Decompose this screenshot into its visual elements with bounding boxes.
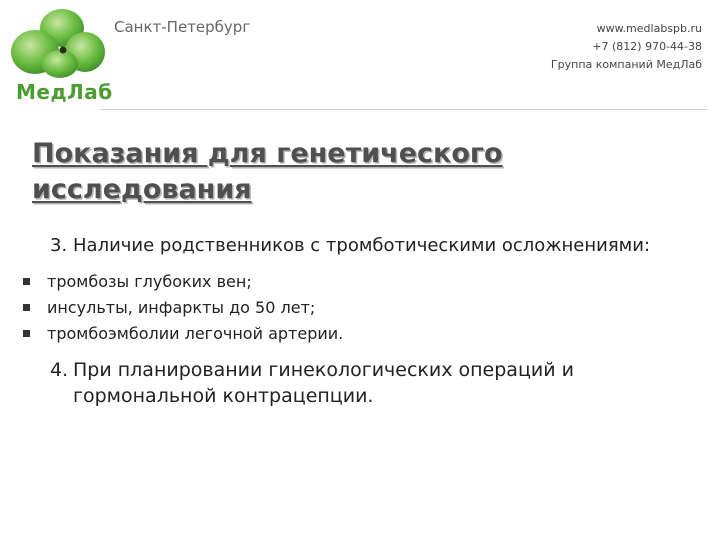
- clover-logo-icon: [8, 6, 108, 84]
- website-link[interactable]: www.medlabspb.ru: [596, 22, 702, 35]
- sub-list-item: тромбозы глубоких вен;: [22, 269, 700, 295]
- square-bullet-icon: [23, 330, 30, 337]
- item-text: Наличие родственников с тромботическими осложнениями:: [73, 235, 651, 256]
- square-bullet-icon: [23, 304, 30, 311]
- item-text: При планировании гинекологических операций и гормональной контрацепции.: [73, 359, 574, 407]
- list-item-3: [50, 233, 700, 259]
- header-divider: [100, 109, 708, 110]
- slide-title: Показания для генетического исследования: [32, 138, 503, 205]
- item-number: 4.: [50, 359, 69, 381]
- contact-block: [551, 20, 702, 74]
- company-group: Группа компаний МедЛаб: [550, 58, 702, 71]
- city-label: Санкт-Петербург: [114, 18, 251, 36]
- slide-header: [0, 0, 720, 112]
- square-bullet-icon: [23, 278, 30, 285]
- sub-list-item: тромбоэмболии легочной артерии.: [22, 321, 700, 347]
- item-number: 3.: [50, 235, 68, 256]
- list-item-4: [50, 357, 700, 409]
- slide-content: [47, 233, 700, 409]
- sub-list-item: инсульты, инфаркты до 50 лет;: [22, 295, 700, 321]
- phone-number: +7 (812) 970-44-38: [592, 40, 702, 53]
- brand-name: МедЛаб: [16, 80, 113, 104]
- sub-list: [47, 269, 700, 347]
